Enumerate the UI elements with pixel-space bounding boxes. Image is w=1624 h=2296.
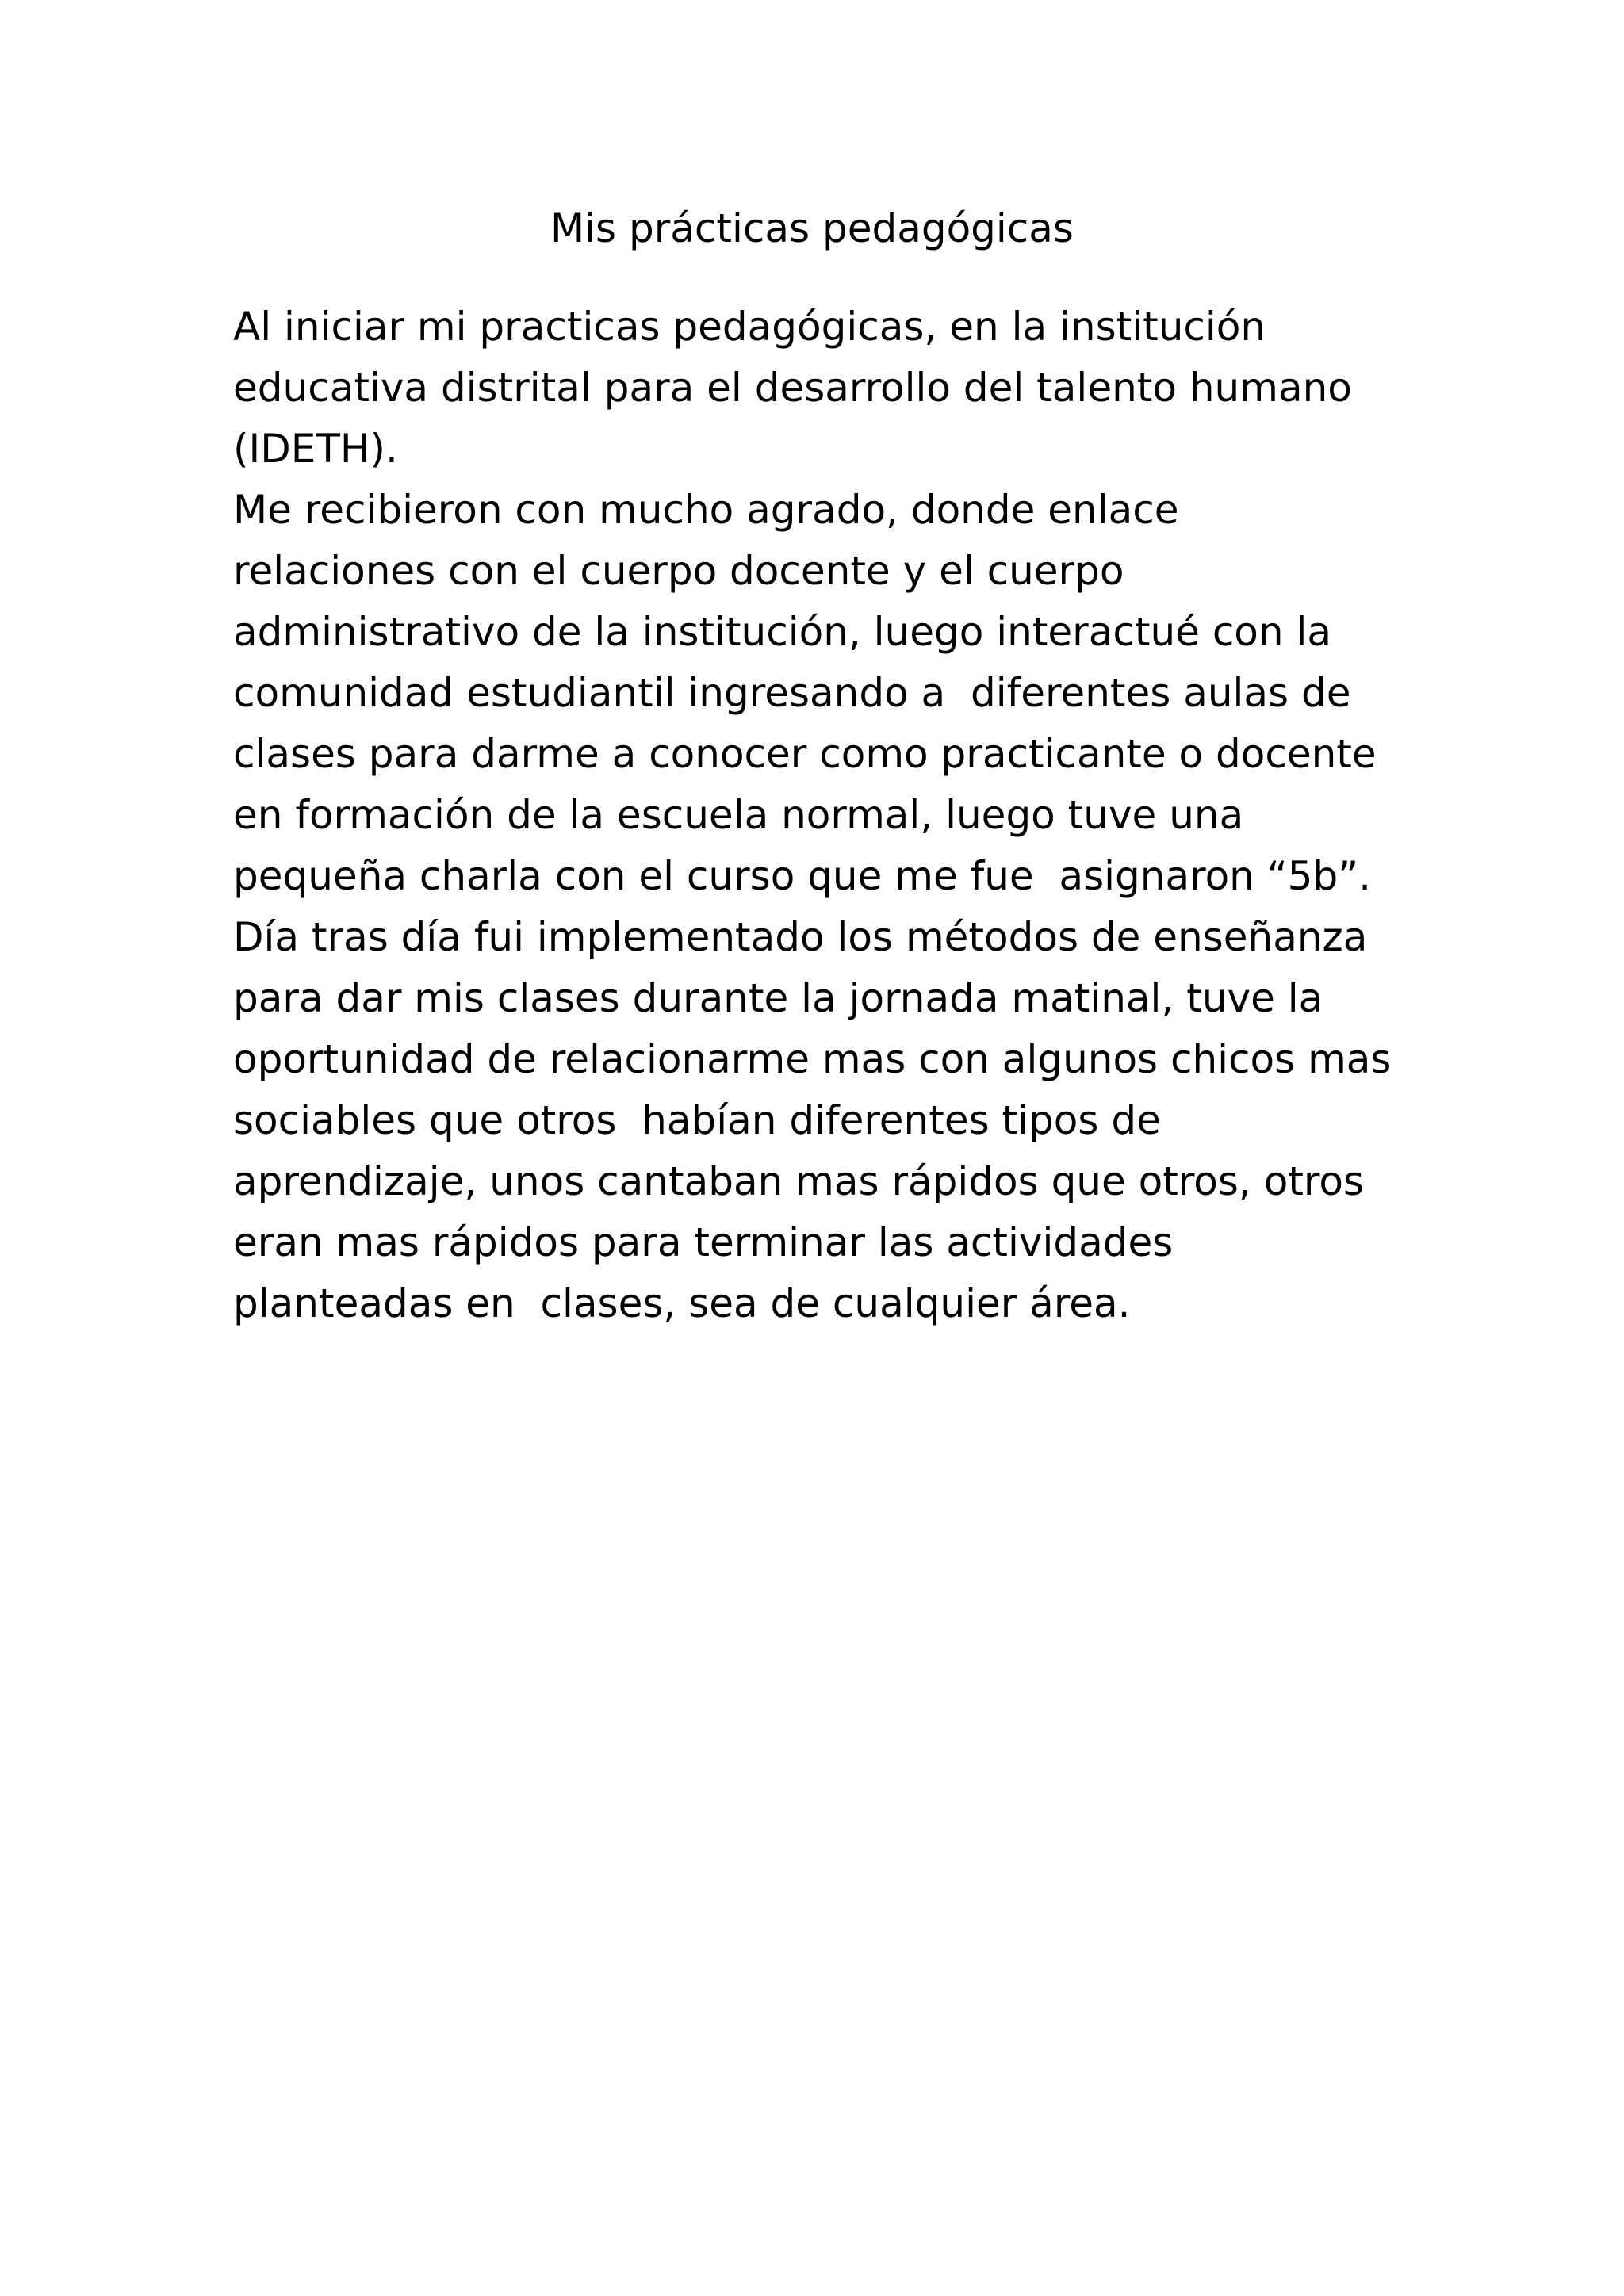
- text-line: (IDETH).: [233, 426, 398, 472]
- text-line: Al iniciar mi practicas pedagógicas, en la institución: [233, 304, 1266, 350]
- text-line: comunidad estudiantil ingresando a diferentes aulas de: [233, 670, 1351, 716]
- text-line: clases para darme a conocer como practicante o docente: [233, 731, 1377, 777]
- text-line: pequeña charla con el curso que me fue asignaron “5b”.: [233, 853, 1372, 899]
- text-line: relaciones con el cuerpo docente y el cuerpo: [233, 548, 1124, 594]
- body-paragraph: [233, 297, 1581, 1334]
- text-line: planteadas en clases, sea de cualquier área.: [233, 1280, 1131, 1326]
- text-line: Día tras día fui implementado los métodos de enseñanza: [233, 914, 1368, 960]
- text-line: administrativo de la institución, luego interactué con la: [233, 609, 1332, 655]
- text-line: oportunidad de relacionarme mas con algunos chicos mas: [233, 1036, 1392, 1082]
- text-line: sociables que otros habían diferentes tipos de: [233, 1097, 1161, 1143]
- text-line: para dar mis clases durante la jornada matinal, tuve la: [233, 975, 1323, 1021]
- text-line: en formación de la escuela normal, luego tuve una: [233, 792, 1244, 838]
- page-title: Mis prácticas pedagógicas: [550, 205, 1074, 251]
- text-line: educativa distrital para el desarrollo del talento humano: [233, 365, 1352, 411]
- text-line: Me recibieron con mucho agrado, donde enlace: [233, 487, 1179, 533]
- text-line: eran mas rápidos para terminar las actividades: [233, 1219, 1174, 1265]
- text-line: aprendizaje, unos cantaban mas rápidos que otros, otros: [233, 1158, 1365, 1204]
